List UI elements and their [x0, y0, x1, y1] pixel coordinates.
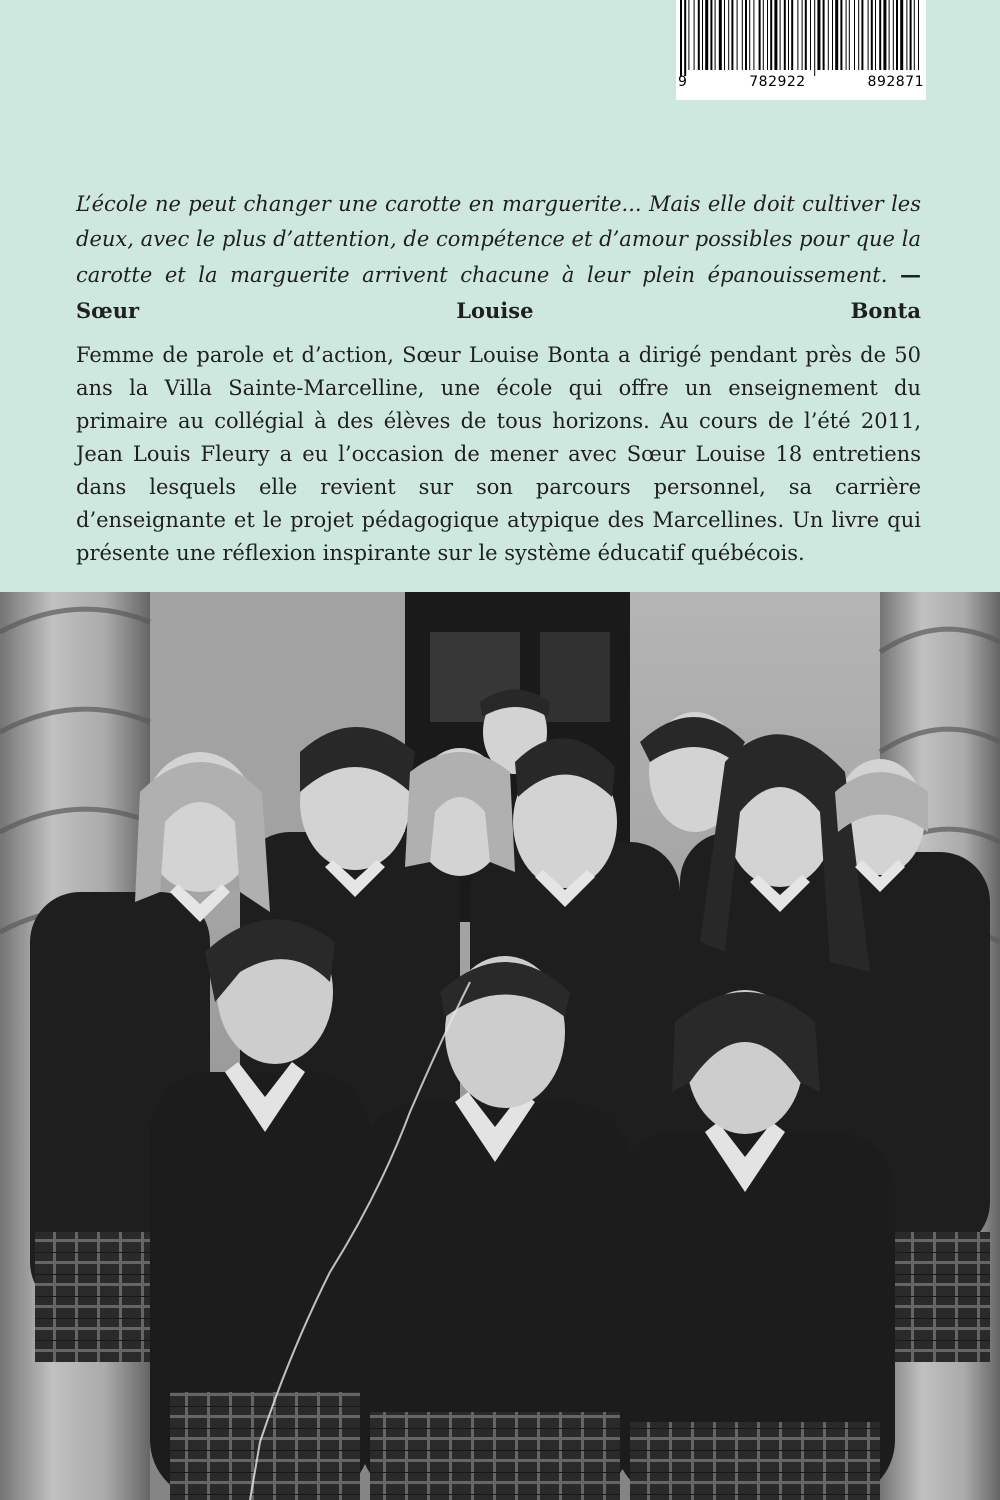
school-group-photo [0, 592, 1000, 1500]
quote-text: L’école ne peut changer une carotte en marguerite... Mais elle doit cultiver les deux, avec le plus d’attention, de compétence et d’amour possibles pour que la carotte et la marguerite arrivent chacune à leur plein épanouissement. [76, 192, 921, 287]
isbn-number: 9 782922 892871 [678, 74, 924, 90]
book-description: Femme de parole et d’action, Sœur Louise Bonta a dirigé pendant près de 50 ans la Villa Sainte-Marcelline, une école qui offre un enseignement du primaire au collégial à des élèves de tous horizons. Au cours de l’été 2011, Jean Louis Fleury a eu l’occasion de mener avec Sœur Louise 18 entretiens dans lesquels elle revient sur son parcours personnel, sa carrière d’enseignante et le projet pédagogique atypique des Marcellines. Un livre qui présente une réflexion inspirante sur le système éducatif québécois. [76, 343, 921, 565]
quote-attribution: — Sœur Louise Bonta [76, 262, 921, 323]
text-panel [0, 0, 1000, 592]
epigraph-quote [76, 187, 921, 329]
